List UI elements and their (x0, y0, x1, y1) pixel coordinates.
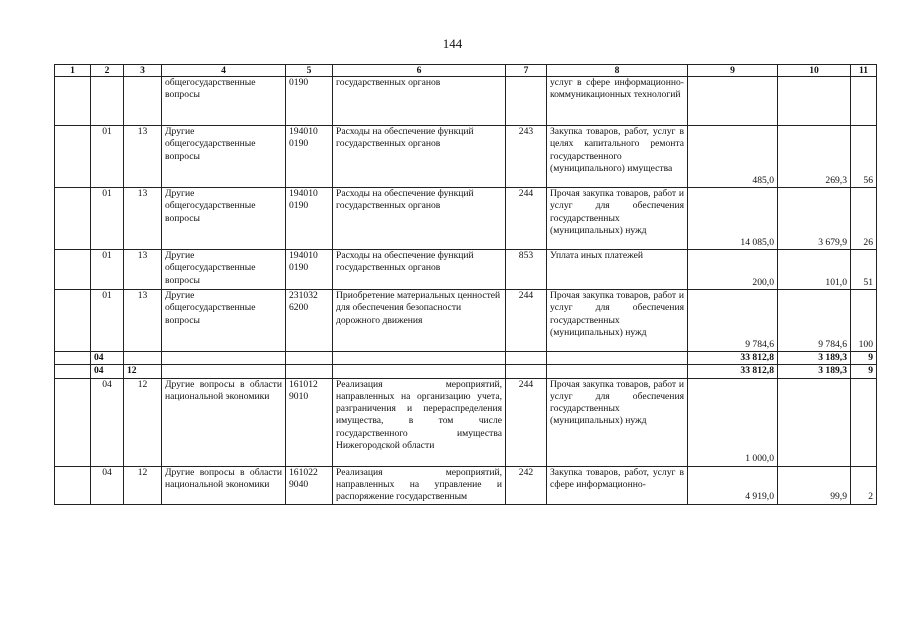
column-number: 7 (506, 65, 547, 77)
subsection-name: Другие общегосударственные вопросы (162, 250, 286, 290)
expense-type-code: 244 (506, 188, 547, 250)
planned-amount: 9 784,6 (688, 290, 778, 352)
section-code: 01 (91, 290, 124, 352)
planned-amount: 485,0 (688, 126, 778, 188)
subsection-code: 13 (124, 126, 162, 188)
subsection-name: Другие общегосударственные вопросы (162, 290, 286, 352)
subsection-code: 13 (124, 188, 162, 250)
execution-percent: 2 (851, 466, 877, 504)
table-row (55, 290, 877, 352)
table-row (55, 250, 877, 290)
executed-amount (778, 378, 851, 466)
subsection-total-planned: 33 812,8 (688, 365, 778, 378)
executed-amount: 99,9 (778, 466, 851, 504)
target-article-name: Расходы на обеспечение функций государственных органов (333, 250, 506, 290)
target-article-code: 161022 9040 (286, 466, 333, 504)
table-row (55, 126, 877, 188)
target-article-code: 161012 9010 (286, 378, 333, 466)
subsection-name: общегосударственные вопросы (162, 77, 286, 126)
planned-amount (688, 77, 778, 126)
target-article-name: Расходы на обеспечение функций государственных органов (333, 188, 506, 250)
target-article-name: Расходы на обеспечение функций государственных органов (333, 126, 506, 188)
execution-percent (851, 77, 877, 126)
subsection-total-row (55, 365, 877, 378)
planned-amount: 14 085,0 (688, 188, 778, 250)
expense-type-name: Прочая закупка товаров, работ и услуг для обеспечения государственных (муниципальных) нужд (547, 290, 688, 352)
column-number: 1 (55, 65, 91, 77)
section-code: 01 (91, 250, 124, 290)
target-article-code: 231032 6200 (286, 290, 333, 352)
table-row (55, 188, 877, 250)
section-total-executed: 3 189,3 (778, 352, 851, 365)
planned-amount: 200,0 (688, 250, 778, 290)
column-number: 9 (688, 65, 778, 77)
expense-type-code: 244 (506, 290, 547, 352)
expense-type-code: 243 (506, 126, 547, 188)
executed-amount: 3 679,9 (778, 188, 851, 250)
subsection-name: Другие вопросы в области национальной экономики (162, 378, 286, 466)
column-number: 5 (286, 65, 333, 77)
execution-percent (851, 378, 877, 466)
subsection-code: 13 (124, 290, 162, 352)
expense-type-name: Уплата иных платежей (547, 250, 688, 290)
subsection-total-executed: 3 189,3 (778, 365, 851, 378)
section-code (91, 77, 124, 126)
column-number: 6 (333, 65, 506, 77)
column-number: 4 (162, 65, 286, 77)
section-code: 04 (91, 365, 124, 378)
column-number: 8 (547, 65, 688, 77)
subsection-name: Другие общегосударственные вопросы (162, 188, 286, 250)
section-code: 01 (91, 188, 124, 250)
target-article-name: Реализация мероприятий, направленных на управление и распоряжение государственным (333, 466, 506, 504)
target-article-code: 194010 0190 (286, 188, 333, 250)
subsection-name: Другие общегосударственные вопросы (162, 126, 286, 188)
subsection-total-percent: 9 (851, 365, 877, 378)
expense-type-name: услуг в сфере информационно-коммуникационных технологий (547, 77, 688, 126)
section-total-percent: 9 (851, 352, 877, 365)
expense-type-name: Прочая закупка товаров, работ и услуг для обеспечения государственных (муниципальных) нужд (547, 188, 688, 250)
subsection-name: Другие вопросы в области национальной экономики (162, 466, 286, 504)
target-article-code: 194010 0190 (286, 250, 333, 290)
section-code: 04 (91, 378, 124, 466)
section-total-row (55, 352, 877, 365)
expense-type-name: Закупка товаров, работ, услуг в целях капитального ремонта государственного (муниципального) имущества (547, 126, 688, 188)
execution-percent: 51 (851, 250, 877, 290)
section-code: 04 (91, 466, 124, 504)
planned-amount: 4 919,0 (688, 466, 778, 504)
execution-percent: 100 (851, 290, 877, 352)
column-number: 3 (124, 65, 162, 77)
target-article-name: государственных органов (333, 77, 506, 126)
expense-type-code (506, 77, 547, 126)
table-row (55, 378, 877, 466)
executed-amount: 9 784,6 (778, 290, 851, 352)
expense-type-code: 242 (506, 466, 547, 504)
budget-table (54, 64, 877, 505)
target-article-name: Реализация мероприятий, направленных на организацию учета, разграничения и перераспределения имущества, в том числе государственного имущества Нижегородской области (333, 378, 506, 466)
executed-amount: 269,3 (778, 126, 851, 188)
executed-amount: 101,0 (778, 250, 851, 290)
column-number: 11 (851, 65, 877, 77)
table-row (55, 466, 877, 504)
target-article-code: 194010 0190 (286, 126, 333, 188)
subsection-code: 12 (124, 466, 162, 504)
column-numbers-row (55, 65, 877, 77)
target-article-name: Приобретение материальных ценностей для обеспечения безопасности дорожного движения (333, 290, 506, 352)
subsection-code (124, 77, 162, 126)
planned-amount: 1 000,0 (688, 378, 778, 466)
column-number: 2 (91, 65, 124, 77)
execution-percent: 26 (851, 188, 877, 250)
expense-type-code: 244 (506, 378, 547, 466)
section-code: 04 (91, 352, 124, 365)
executed-amount (778, 77, 851, 126)
column-number: 10 (778, 65, 851, 77)
page-number: 144 (442, 36, 463, 51)
subsection-code: 13 (124, 250, 162, 290)
expense-type-name: Прочая закупка товаров, работ и услуг для обеспечения государственных (муниципальных) нужд (547, 378, 688, 466)
section-total-planned: 33 812,8 (688, 352, 778, 365)
expense-type-code: 853 (506, 250, 547, 290)
execution-percent: 56 (851, 126, 877, 188)
subsection-code: 12 (124, 365, 162, 378)
target-article-code: 0190 (286, 77, 333, 126)
subsection-code: 12 (124, 378, 162, 466)
expense-type-name: Закупка товаров, работ, услуг в сфере информационно- (547, 466, 688, 504)
table-row (55, 77, 877, 126)
section-code: 01 (91, 126, 124, 188)
